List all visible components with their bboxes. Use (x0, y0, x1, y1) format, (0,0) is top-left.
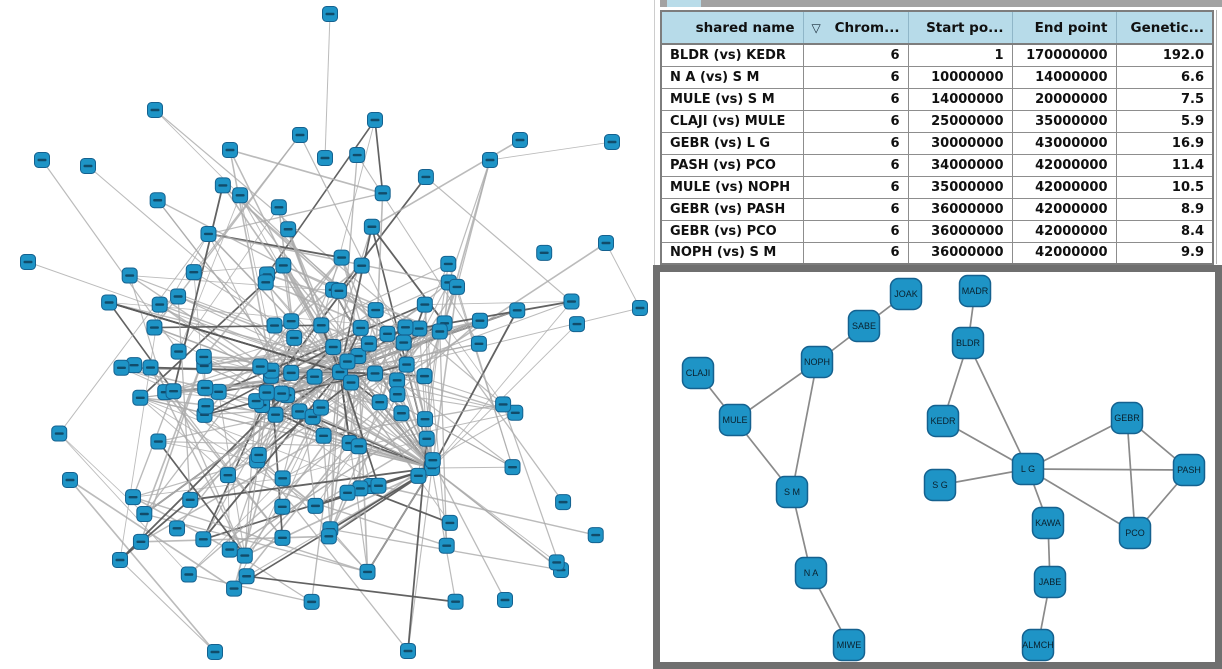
overview-node[interactable] (133, 534, 148, 549)
overview-node[interactable] (227, 581, 242, 596)
table-cell[interactable]: 11.4 (1116, 154, 1213, 176)
table-cell[interactable]: 6 (803, 132, 908, 154)
overview-node[interactable] (496, 397, 511, 412)
table-cell[interactable]: 42000000 (1012, 198, 1116, 220)
overview-node[interactable] (360, 564, 375, 579)
node-label: ALMCH (1022, 640, 1054, 650)
overview-node[interactable] (399, 357, 414, 372)
table-row[interactable] (661, 176, 1213, 198)
table-cell[interactable]: 34000000 (908, 154, 1012, 176)
overview-edge (490, 142, 612, 160)
node-label: JOAK (894, 289, 918, 299)
overview-node[interactable] (63, 473, 78, 488)
overview-node[interactable] (271, 200, 286, 215)
overview-node[interactable] (237, 548, 252, 563)
node-label: KAWA (1035, 518, 1061, 528)
overview-edge (189, 478, 283, 574)
overview-node[interactable] (276, 258, 291, 273)
overview-edge (300, 135, 404, 343)
overview-node[interactable] (432, 324, 447, 339)
table-row[interactable] (661, 110, 1213, 132)
table-right-gutter (1216, 10, 1217, 264)
overview-node[interactable] (253, 359, 268, 374)
network-node-s-m[interactable] (777, 477, 808, 508)
overview-node[interactable] (275, 530, 290, 545)
network-node-n-a[interactable] (796, 558, 827, 589)
overview-node[interactable] (223, 143, 238, 158)
table-cell[interactable]: 43000000 (1012, 132, 1116, 154)
table-cell[interactable]: CLAJI (vs) MULE (661, 110, 803, 132)
overview-node[interactable] (150, 193, 165, 208)
node-label: GEBR (1114, 413, 1140, 423)
node-label: N A (803, 568, 819, 578)
overview-node[interactable] (505, 460, 520, 475)
node-label: BLDR (955, 338, 981, 348)
table-cell[interactable]: 14000000 (908, 88, 1012, 110)
overview-node[interactable] (314, 318, 329, 333)
overview-node[interactable] (274, 386, 289, 401)
overview-node[interactable] (186, 265, 201, 280)
overview-node[interactable] (350, 148, 365, 163)
overview-node[interactable] (371, 478, 386, 493)
overview-node[interactable] (133, 390, 148, 405)
table-cell[interactable]: 42000000 (1012, 154, 1116, 176)
table-cell[interactable]: 25000000 (908, 110, 1012, 132)
network-node-miwe[interactable] (834, 630, 865, 661)
overview-node[interactable] (147, 320, 162, 335)
overview-node[interactable] (284, 314, 299, 329)
node-label: S M (783, 487, 801, 497)
overview-node[interactable] (483, 153, 498, 168)
table-cell[interactable]: 36000000 (908, 198, 1012, 220)
filter-sort-icon[interactable]: ▽ (811, 20, 821, 35)
overview-node[interactable] (211, 384, 226, 399)
overview-node[interactable] (181, 567, 196, 582)
overview-node[interactable] (498, 593, 513, 608)
column-header-label: Chrom... (834, 19, 900, 36)
table-cell[interactable]: 14000000 (1012, 66, 1116, 88)
network-node-kawa[interactable] (1033, 508, 1064, 539)
table-cell[interactable]: 8.9 (1116, 198, 1213, 220)
table-cell[interactable]: 20000000 (1012, 88, 1116, 110)
overview-node[interactable] (633, 301, 648, 316)
overview-node[interactable] (268, 407, 283, 422)
overview-edge (440, 331, 563, 502)
overview-node[interactable] (411, 468, 426, 483)
table-cell[interactable]: PASH (vs) PCO (661, 154, 803, 176)
overview-node[interactable] (35, 153, 50, 168)
overview-node[interactable] (171, 289, 186, 304)
overview-node[interactable] (222, 542, 237, 557)
overview-node[interactable] (396, 335, 411, 350)
table-cell[interactable]: 10000000 (908, 66, 1012, 88)
overview-node[interactable] (441, 256, 456, 271)
overview-node[interactable] (513, 133, 528, 148)
overview-node[interactable] (21, 255, 36, 270)
overview-node[interactable] (418, 169, 433, 184)
overview-node[interactable] (549, 555, 564, 570)
table-cell[interactable]: GEBR (vs) PASH (661, 198, 803, 220)
table-cell[interactable]: 10.5 (1116, 176, 1213, 198)
table-cell[interactable]: 6 (803, 242, 908, 264)
overview-node[interactable] (233, 188, 248, 203)
overview-node[interactable] (450, 279, 465, 294)
overview-node[interactable] (113, 553, 128, 568)
node-label: MULE (722, 415, 748, 425)
table-horizontal-scrollbar[interactable] (660, 0, 1222, 7)
overview-node[interactable] (267, 318, 282, 333)
overview-node[interactable] (196, 349, 211, 364)
table-cell[interactable]: 6 (803, 88, 908, 110)
overview-node[interactable] (258, 275, 273, 290)
network-node-claji[interactable] (683, 358, 714, 389)
table-row[interactable] (661, 88, 1213, 110)
network-node-gebr[interactable] (1112, 403, 1143, 434)
overview-node[interactable] (537, 245, 552, 260)
overview-node[interactable] (52, 426, 67, 441)
overview-node[interactable] (220, 468, 235, 483)
table-cell[interactable]: 9.9 (1116, 242, 1213, 264)
table-cell[interactable]: NOPH (vs) S M (661, 242, 803, 264)
overview-node[interactable] (425, 453, 440, 468)
table-row[interactable] (661, 66, 1213, 88)
network-node-s-g[interactable] (925, 470, 956, 501)
table-cell[interactable]: N A (vs) S M (661, 66, 803, 88)
overview-node[interactable] (354, 258, 369, 273)
network-node-pco[interactable] (1120, 518, 1151, 549)
network-edge-l-g-pash[interactable] (1028, 469, 1189, 470)
table-cell[interactable]: 1 (908, 44, 1012, 66)
overview-node[interactable] (439, 538, 454, 553)
overview-node[interactable] (304, 594, 319, 609)
network-node-bldr[interactable] (953, 328, 984, 359)
overview-node[interactable] (418, 412, 433, 427)
overview-node[interactable] (239, 569, 254, 584)
overview-node[interactable] (326, 339, 341, 354)
table-cell[interactable]: 42000000 (1012, 242, 1116, 264)
overview-node[interactable] (275, 471, 290, 486)
column-header-end-point[interactable]: End point (1012, 11, 1116, 44)
table-cell[interactable]: 6 (803, 198, 908, 220)
node-label: L G (1020, 464, 1036, 474)
table-cell[interactable]: 30000000 (908, 132, 1012, 154)
table-cell[interactable]: 6 (803, 66, 908, 88)
overview-node[interactable] (316, 428, 331, 443)
overview-edge (378, 486, 595, 535)
network-node-almch[interactable] (1022, 630, 1054, 661)
column-header-chrom[interactable] (803, 11, 908, 44)
table-cell[interactable]: MULE (vs) S M (661, 88, 803, 110)
overview-node[interactable] (442, 515, 457, 530)
overview-node[interactable] (375, 186, 390, 201)
overview-node[interactable] (364, 219, 379, 234)
table-cell[interactable]: 36000000 (908, 242, 1012, 264)
network-node-mule[interactable] (720, 405, 751, 436)
overview-node[interactable] (569, 317, 584, 332)
overview-node[interactable] (102, 295, 117, 310)
node-label: SABE (851, 321, 877, 331)
edge-table-header-row (661, 11, 1213, 44)
network-node-joak[interactable] (891, 279, 922, 310)
table-cell[interactable]: 6 (803, 44, 908, 66)
table-cell[interactable]: GEBR (vs) PCO (661, 220, 803, 242)
overview-node[interactable] (281, 222, 296, 237)
overview-node[interactable] (148, 103, 163, 118)
overview-node[interactable] (198, 399, 213, 414)
node-label: MADR (961, 286, 989, 296)
network-node-jabe[interactable] (1035, 567, 1066, 598)
overview-node[interactable] (334, 250, 349, 265)
table-row[interactable] (661, 44, 1213, 66)
overview-node[interactable] (564, 294, 579, 309)
table-cell[interactable]: 6 (803, 176, 908, 198)
overview-node[interactable] (390, 387, 405, 402)
table-cell[interactable]: 42000000 (1012, 220, 1116, 242)
table-cell[interactable]: BLDR (vs) KEDR (661, 44, 803, 66)
overview-edge (375, 120, 383, 193)
overview-node[interactable] (126, 490, 141, 505)
overview-node[interactable] (196, 532, 211, 547)
network-node-noph[interactable] (802, 347, 833, 378)
overview-node[interactable] (417, 369, 432, 384)
overview-node[interactable] (166, 384, 181, 399)
overview-node[interactable] (372, 395, 387, 410)
node-label: NOPH (803, 357, 831, 367)
overview-node[interactable] (361, 336, 376, 351)
overview-node[interactable] (368, 366, 383, 381)
overview-node[interactable] (152, 297, 167, 312)
overview-node[interactable] (137, 507, 152, 522)
table-cell[interactable]: 170000000 (1012, 44, 1116, 66)
table-cell[interactable]: 192.0 (1116, 44, 1213, 66)
network-node-kedr[interactable] (928, 406, 959, 437)
edge-table-body (661, 44, 1213, 264)
edge-attribute-table (660, 10, 1214, 265)
network-node-l-g[interactable] (1013, 454, 1044, 485)
table-cell[interactable]: MULE (vs) NOPH (661, 176, 803, 198)
overview-node[interactable] (588, 528, 603, 543)
overview-node[interactable] (448, 594, 463, 609)
table-cell[interactable]: 8.4 (1116, 220, 1213, 242)
scrollbar-thumb[interactable] (667, 0, 701, 7)
overview-node[interactable] (331, 283, 346, 298)
overview-node[interactable] (313, 400, 328, 415)
overview-node[interactable] (401, 644, 416, 659)
table-row[interactable] (661, 242, 1213, 264)
node-label: KEDR (930, 416, 956, 426)
network-node-pash[interactable] (1174, 455, 1205, 486)
overview-edge (432, 287, 457, 468)
overview-node[interactable] (417, 297, 432, 312)
table-cell[interactable]: 35000000 (1012, 110, 1116, 132)
overview-edge (120, 560, 215, 652)
overview-node[interactable] (380, 326, 395, 341)
overview-node[interactable] (344, 375, 359, 390)
overview-node[interactable] (215, 178, 230, 193)
overview-node[interactable] (183, 492, 198, 507)
overview-node[interactable] (353, 320, 368, 335)
table-cell[interactable]: 7.5 (1116, 88, 1213, 110)
overview-node[interactable] (151, 434, 166, 449)
overview-node[interactable] (471, 336, 486, 351)
node-label: PCO (1125, 528, 1145, 538)
table-row[interactable] (661, 154, 1213, 176)
network-node-madr[interactable] (960, 276, 991, 307)
overview-node[interactable] (170, 521, 185, 536)
table-cell[interactable]: 36000000 (908, 220, 1012, 242)
overview-node[interactable] (171, 344, 186, 359)
overview-node[interactable] (398, 320, 413, 335)
overview-node[interactable] (81, 159, 96, 174)
overview-node[interactable] (340, 354, 355, 369)
overview-node[interactable] (259, 385, 274, 400)
network-node-sabe[interactable] (849, 311, 880, 342)
table-cell[interactable]: 5.9 (1116, 110, 1213, 132)
overview-node[interactable] (394, 406, 409, 421)
overview-node[interactable] (114, 360, 129, 375)
table-cell[interactable]: 6.6 (1116, 66, 1213, 88)
table-row[interactable] (661, 132, 1213, 154)
overview-edge (372, 140, 520, 227)
column-header-start-po[interactable]: Start po... (908, 11, 1012, 44)
overview-edge (432, 324, 577, 468)
table-cell[interactable]: 6 (803, 220, 908, 242)
table-cell[interactable]: 6 (803, 154, 908, 176)
overview-node[interactable] (412, 321, 427, 336)
overview-node[interactable] (287, 330, 302, 345)
subnetwork-canvas[interactable] (653, 265, 1222, 669)
overview-node[interactable] (198, 380, 213, 395)
table-cell[interactable]: GEBR (vs) L G (661, 132, 803, 154)
overview-node[interactable] (318, 151, 333, 166)
table-cell[interactable]: 6 (803, 110, 908, 132)
overview-node[interactable] (201, 226, 216, 241)
table-row[interactable] (661, 220, 1213, 242)
column-header-shared-name[interactable]: shared name (661, 11, 803, 44)
subnetwork-panel (653, 265, 1222, 669)
overview-node[interactable] (143, 360, 158, 375)
overview-edge (325, 14, 330, 158)
overview-node[interactable] (599, 236, 614, 251)
column-header-genetic[interactable]: Genetic... (1116, 11, 1213, 44)
overview-node[interactable] (308, 498, 323, 513)
overview-node[interactable] (340, 485, 355, 500)
node-label: PASH (1177, 465, 1201, 475)
overview-node[interactable] (122, 268, 137, 283)
overview-node[interactable] (419, 431, 434, 446)
overview-node[interactable] (368, 113, 383, 128)
node-label: JABE (1038, 577, 1062, 587)
overview-node[interactable] (284, 365, 299, 380)
overview-node[interactable] (293, 128, 308, 143)
table-panel (655, 0, 1222, 265)
overview-node[interactable] (472, 313, 487, 328)
node-label: MIWE (836, 640, 862, 650)
overview-edge (432, 468, 456, 602)
overview-node[interactable] (390, 373, 405, 388)
table-cell[interactable]: 16.9 (1116, 132, 1213, 154)
overview-node[interactable] (605, 135, 620, 150)
overview-edge (606, 243, 640, 308)
overview-edge (457, 160, 490, 287)
overview-node[interactable] (351, 439, 366, 454)
overview-node[interactable] (323, 7, 338, 22)
overview-node[interactable] (368, 303, 383, 318)
table-cell[interactable]: 42000000 (1012, 176, 1116, 198)
overview-node[interactable] (251, 447, 266, 462)
overview-edge (158, 200, 284, 265)
table-row[interactable] (661, 198, 1213, 220)
overview-node[interactable] (510, 303, 525, 318)
overview-node[interactable] (321, 529, 336, 544)
table-cell[interactable]: 35000000 (908, 176, 1012, 198)
overview-node[interactable] (275, 499, 290, 514)
overview-node[interactable] (556, 495, 571, 510)
node-label: CLAJI (685, 368, 711, 378)
node-label: S G (932, 480, 948, 490)
overview-node[interactable] (208, 645, 223, 660)
overview-node[interactable] (307, 369, 322, 384)
